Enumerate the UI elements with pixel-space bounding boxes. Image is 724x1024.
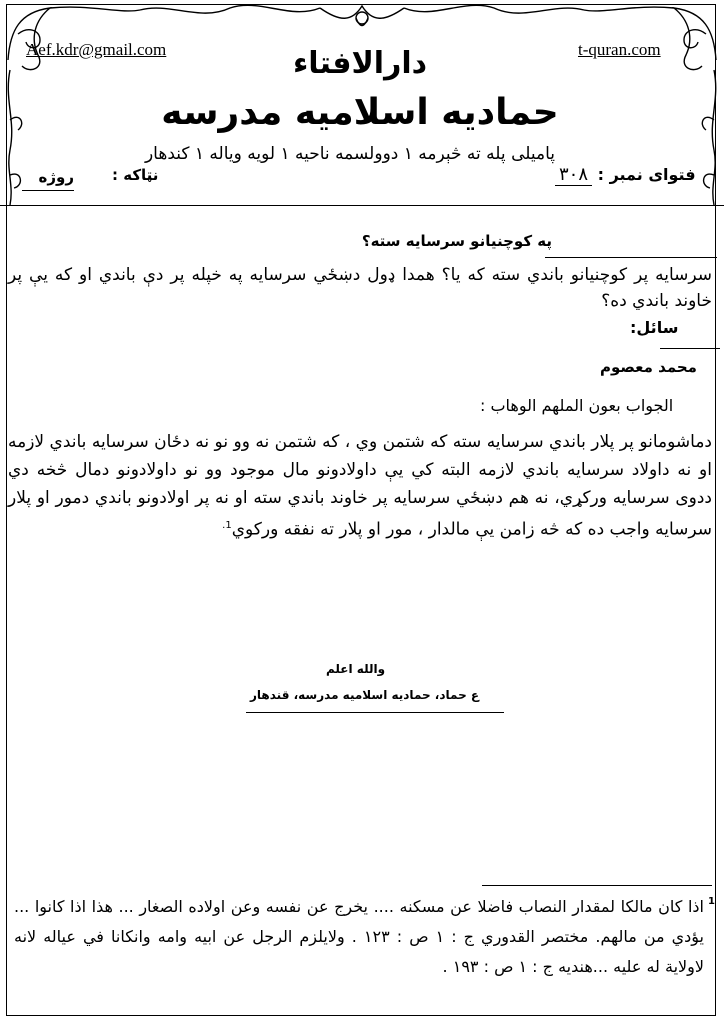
signature-line-2: ع حماد، حمادیه اسلامیه مدرسه، قندهار xyxy=(250,688,480,702)
signature-underline xyxy=(246,712,504,713)
signature-line-1: والله اعلم xyxy=(326,662,386,676)
footnote-text: اذا کان مالکا لمقدار النصاب فاضلا عن مسکنه .... یخرج عن نفسه وعن اولاده الصغار ... هذا اذا کانوا ... یؤدي من مالهم. مختصر القدوري ج : ۱ ص : ۱۲۳ . ولایلزم الرجل عن ابیه وامه وانکانا في عیاله لانه لاولایة له علیه ...هندیه ج : ۱ ص : ۱۹۳ . xyxy=(14,897,705,976)
asker-underline xyxy=(660,348,720,349)
email-address[interactable]: Aef.kdr@gmail.com xyxy=(26,40,167,59)
footnote-marker: 1 xyxy=(708,896,715,907)
asker-name: محمد معصوم xyxy=(600,358,697,376)
answer-text xyxy=(8,428,712,544)
question-title: په کوچنیانو سرسایه سته؟ xyxy=(361,232,552,250)
madrasa-name: حمادیه اسلامیه مدرسه xyxy=(161,92,559,133)
fatwa-label: فتوای نمبر : xyxy=(597,165,696,184)
footnote-reference: 1. xyxy=(222,520,232,531)
fatwa-number: ۳۰۸ xyxy=(555,164,592,186)
asker-label: سائل: xyxy=(630,318,679,337)
question-title-underline xyxy=(545,257,717,258)
dar-ul-ifta-title: دارالافتاء xyxy=(292,46,428,81)
date-label: نټاکه : xyxy=(112,166,159,184)
website-link[interactable]: t-quran.com xyxy=(578,40,661,59)
day-label: روژه xyxy=(22,168,74,191)
answer-heading: الجواب بعون الملهم الوهاب : xyxy=(480,396,674,415)
question-text: سرسایه پر کوچنیانو باندي سته که یا؟ همدا ډول دښځي سرسایه په خپله پر دې باندي او که یې پر خاوند باندي ده؟ xyxy=(8,265,712,311)
address-line: پامیلی پله ته څېرمه ۱ دوولسمه ناحیه ۱ لویه ویاله ۱ کندهار xyxy=(144,144,556,164)
header-divider xyxy=(0,205,724,206)
footnote-separator xyxy=(482,885,712,886)
fatwa-number-field xyxy=(555,164,696,185)
answer-body: دماشومانو پر پلار باندي سرسایه سته که شتمن وي ، که شتمن نه وو نو نه دځان سرسایه باندي لازمه او نه داولاد سرسایه باندي لازمه البته کي یې داولادونو مال موجود وو نو داولادونو دمال څخه دي ددوی سرسایه ورکړي، نه هم دښځي سرسایه پر خاوند باندي سته او نه پر اولادونو باندي دمور او پلار سرسایه واجب ده که څه زامن یې مالدار ، مور او پلار ته نفقه ورکوي xyxy=(8,432,712,540)
